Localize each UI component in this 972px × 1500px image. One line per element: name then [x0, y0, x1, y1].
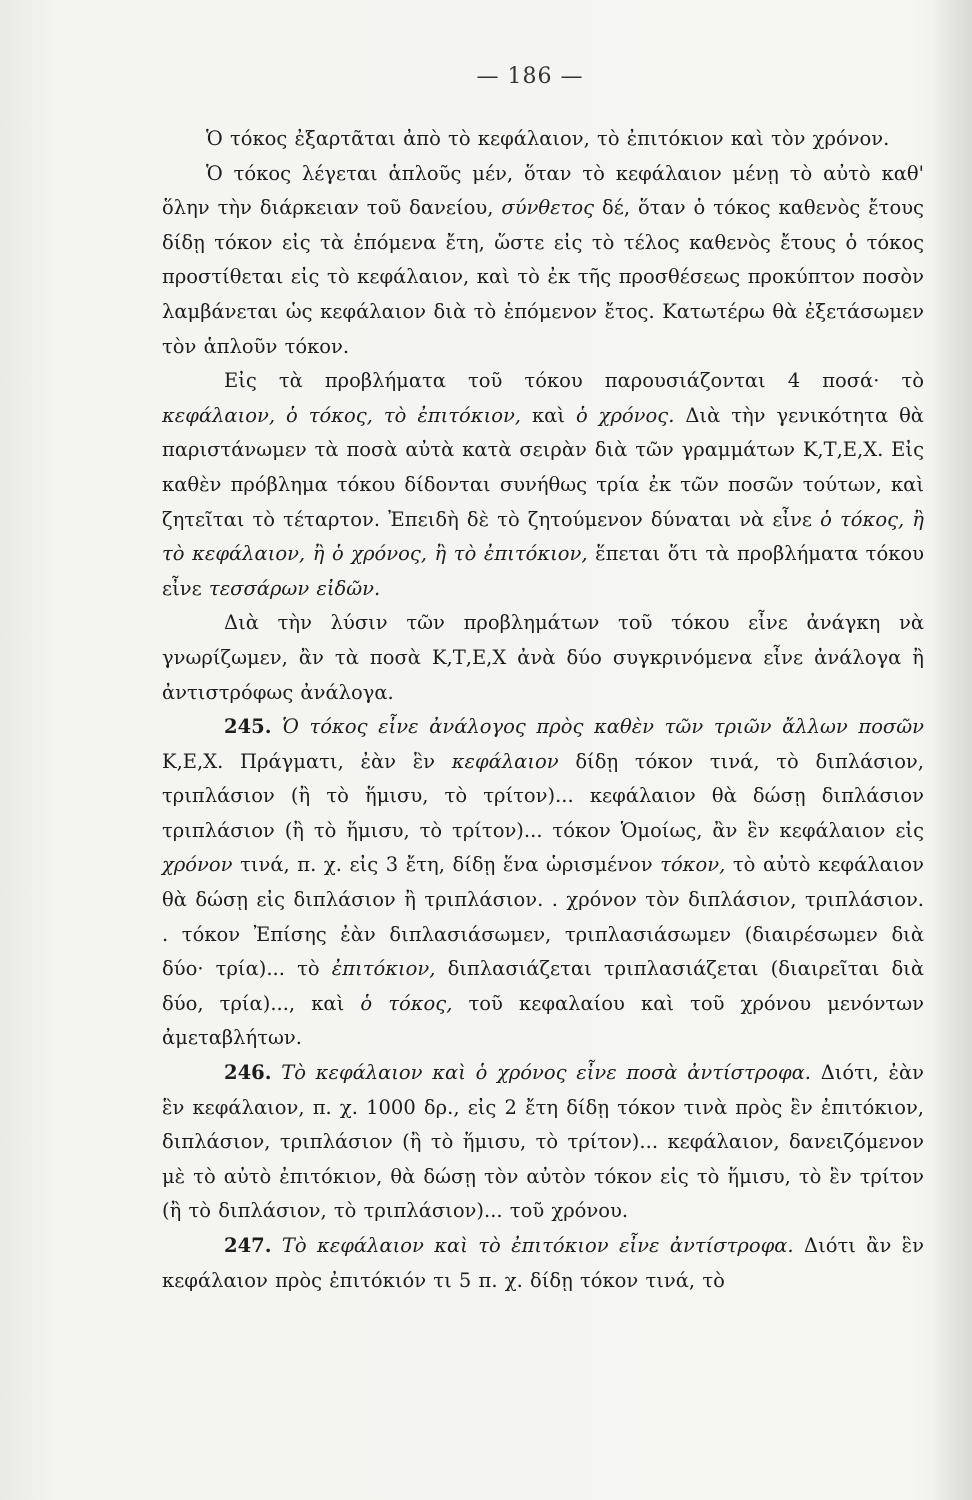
paragraph-simple-compound: Ὁ τόκος λέγεται ἁπλοῦς μέν, ὅταν τὸ κεφάλαιον μένῃ τὸ αὐτὸ καθ' ὅλην τὴν διάρκειαν τοῦ δανείου, σύνθετος δέ, ὅταν ὁ τόκος καθενὸς ἔτους δίδῃ τόκον εἰς τὰ ἑπόμενα ἔτη, ὥστε εἰς τὸ τέλος καθενὸς ἔτους ὁ τόκος προστίθεται εἰς τὸ κεφάλαιον, καὶ τὸ ἐκ τῆς προσθέσεως προκύπτον ποσὸν λαμβάνεται ὡς κεφάλαιον διὰ τὸ ἑπόμενον ἔτος. Κατωτέρω θὰ ἐξετάσωμεν τὸν ἁπλοῦν τόκον. — [162, 161, 924, 358]
section-number: 245. — [224, 715, 272, 739]
paragraph-four-quantities: Εἰς τὰ προβλήματα τοῦ τόκου παρουσιάζονται 4 ποσά· τὸ κεφάλαιον, ὁ τόκος, τὸ ἐπιτόκιον, καὶ ὁ χρόνος. Διὰ τὴν γενικότητα θὰ παριστάνωμεν τὰ ποσὰ αὐτὰ κατὰ σειρὰν διὰ τῶν γραμμάτων Κ,Τ,Ε,Χ. Εἰς καθὲν πρόβλημα τόκου δίδονται συνήθως τρία ἐκ τῶν ποσῶν τούτων, καὶ ζητεῖται τὸ τέταρτον. Ἐπειδὴ δὲ τὸ ζητούμενον δύναται νὰ εἶνε ὁ τόκος, ἢ τὸ κεφάλαιον, ἢ ὁ χρόνος, ἢ τὸ ἐπιτόκιον, ἕπεται ὅτι τὰ προβλήματα τόκου εἶνε τεσσάρων εἰδῶν. — [162, 369, 924, 600]
section-number: 246. — [224, 1061, 272, 1085]
page-number: — 186 — — [476, 64, 584, 89]
paragraph-proportionality: Διὰ τὴν λύσιν τῶν προβλημάτων τοῦ τόκου εἶνε ἀνάγκη νὰ γνωρίζωμεν, ἂν τὰ ποσὰ Κ,Τ,Ε,Χ ἀνὰ δύο συγκρινόμενα εἶνε ἀνάλογα ἢ ἀντιστρόφως ἀνάλογα. — [162, 611, 924, 704]
paragraph-interest-factors: Ὁ τόκος ἐξαρτᾶται ἀπὸ τὸ κεφάλαιον, τὸ ἐπιτόκιον καὶ τὸν χρόνον. — [206, 127, 890, 150]
section-number: 247. — [224, 1234, 272, 1257]
section-245: 245. Ὁ τόκος εἶνε ἀνάλογος πρὸς καθὲν τῶν τριῶν ἄλλων ποσῶν Κ,Ε,Χ. Πράγματι, ἐὰν ἓν κεφάλαιον δίδῃ τόκον τινά, τὸ διπλάσιον, τριπλάσιον (ἢ τὸ ἥμισυ, τὸ τρίτον)... κεφάλαιον θὰ δώσῃ διπλάσιον τριπλάσιον (ἢ τὸ ἥμισυ, τὸ τρίτον)... τόκον Ὁμοίως, ἂν ἓν κεφάλαιον εἰς χρόνον τινά, π. χ. εἰς 3 ἔτη, δίδῃ ἕνα ὡρισμένον τόκον, τὸ αὐτὸ κεφάλαιον θὰ δώσῃ εἰς διπλάσιον ἢ τριπλάσιον. . χρόνον τὸν διπλάσιον, τριπλάσιον. . τόκον Ἐπίσης ἐὰν διπλασιάσωμεν, τριπλασιάσωμεν (διαιρέσωμεν διὰ δύο· τρία)... τὸ ἐπιτόκιον, διπλασιάζεται τριπλασιάζεται (διαιρεῖται διὰ δύο, τρία)..., καὶ ὁ τόκος, τοῦ κεφαλαίου καὶ τοῦ χρόνου μενόντων ἀμεταβλήτων. — [162, 715, 925, 1050]
page-edge-shadow — [932, 0, 972, 1500]
section-247: 247. Τὸ κεφάλαιον καὶ τὸ ἐπιτόκιον εἶνε ἀντίστροφα. Διότι ἂν ἓν κεφάλαιον πρὸς ἐπιτόκιόν τι 5 π. χ. δίδῃ τόκον τινά, τὸ — [162, 1234, 925, 1292]
section-246: 246. Τὸ κεφάλαιον καὶ ὁ χρόνος εἶνε ποσὰ ἀντίστροφα. Διότι, ἐὰν ἓν κεφάλαιον, π. χ. 1000 δρ., εἰς 2 ἔτη δίδῃ τόκον τινὰ πρὸς ἓν ἐπιτόκιον, διπλάσιον, τριπλάσιον (ἢ τὸ ἥμισυ, τὸ τρίτον)... κεφάλαιον, δανειζόμενον μὲ τὸ αὐτὸ ἐπιτόκιον, θὰ δώσῃ τὸν αὐτὸν τόκον εἰς τὸ ἥμισυ, τὸ ἓν τρίτον (ἢ τὸ διπλάσιον, τὸ τριπλάσιον)... τοῦ χρόνου. — [162, 1061, 925, 1223]
page-body — [162, 122, 924, 1298]
